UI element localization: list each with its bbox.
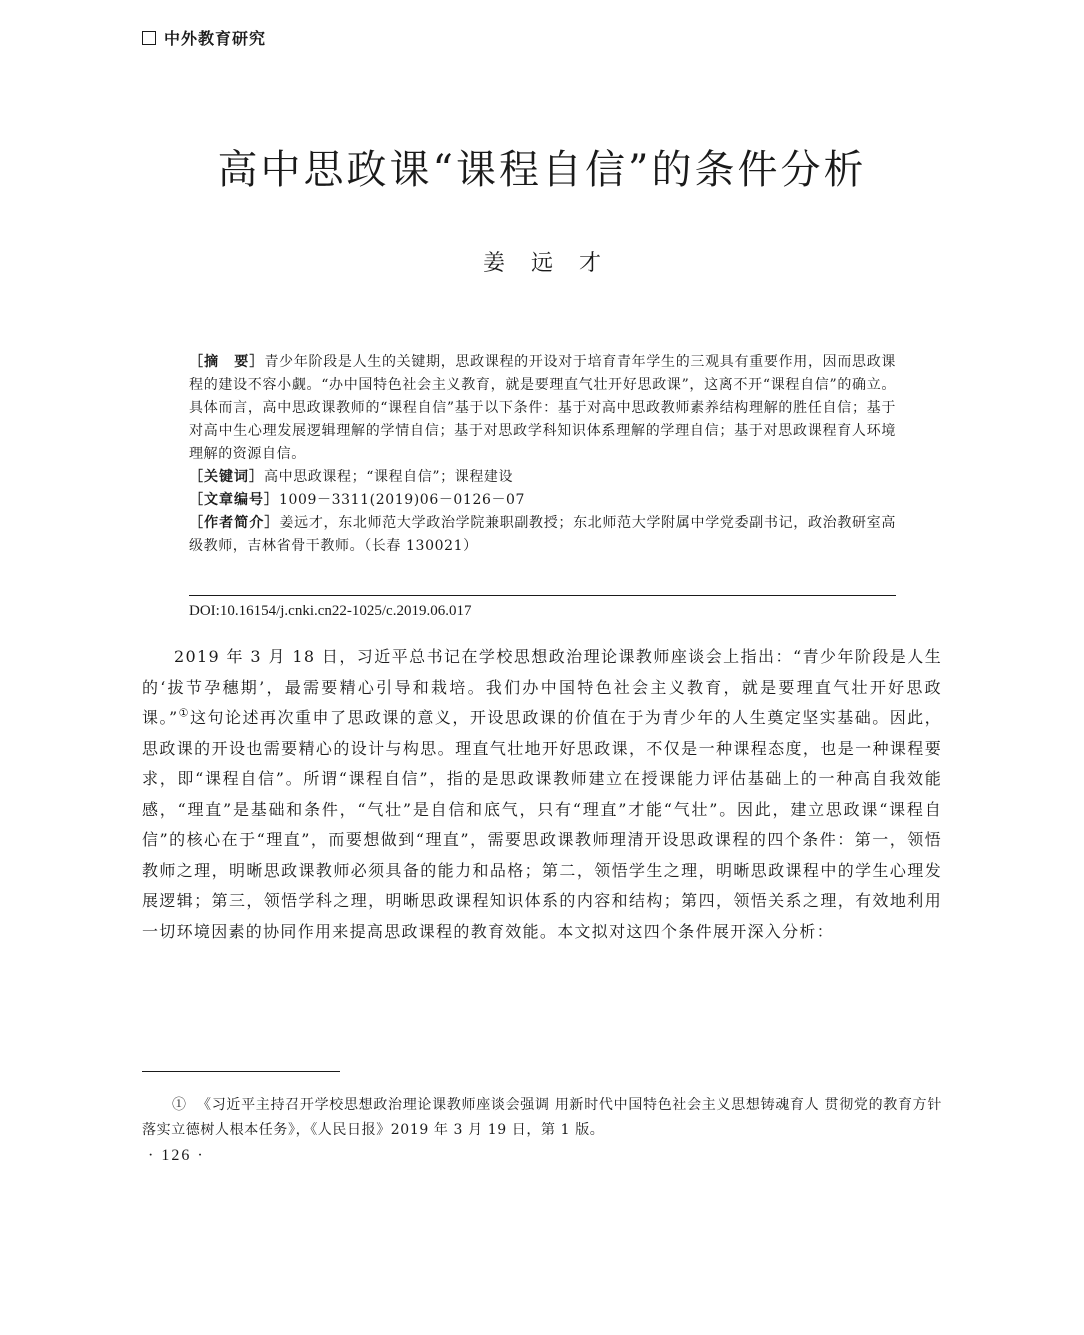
abstract-divider: [189, 595, 896, 596]
doi: DOI:10.16154/j.cnki.cn22-1025/c.2019.06.017: [189, 603, 472, 619]
body-paragraph: [142, 642, 942, 947]
author-bio: [189, 512, 896, 558]
article-number-label: ［文章编号］: [189, 492, 279, 508]
journal-header: [142, 26, 266, 49]
keywords-text: 高中思政课程；“课程自信”；课程建设: [264, 469, 514, 485]
footnote-marker: ①: [172, 1097, 187, 1113]
author-bio-label: ［作者简介］: [189, 515, 280, 531]
abstract-label: ［摘 要］: [189, 354, 265, 370]
abstract: [189, 351, 896, 466]
footnote: [142, 1093, 942, 1143]
page-number: · 126 ·: [148, 1147, 205, 1164]
article-number: [189, 489, 896, 512]
journal-name: 中外教育研究: [164, 29, 267, 48]
keywords-label: ［关键词］: [189, 469, 264, 485]
footnote-reference[interactable]: ①: [178, 706, 191, 720]
article-title: 高中思政课“课程自信”的条件分析: [217, 147, 867, 193]
abstract-text: 青少年阶段是人生的关键期，思政课程的开设对于培育青年学生的三观具有重要作用，因而思政课程的建设不容小觑。“办中国特色社会主义教育，就是要理直气壮开好思政课”，这离不开“课程自信”的确立。具体而言，高中思政课教师的“课程自信”基于以下条件：基于对高中思政教师素养结构理解的胜任自信；基于对高中生心理发展逻辑理解的学情自信；基于对思政学科知识体系理解的学理自信；基于对思政课程育人环境理解的资源自信。: [189, 354, 896, 462]
abstract-block: [189, 351, 896, 558]
author-bio-text: 姜远才，东北师范大学政治学院兼职副教授；东北师范大学附属中学党委副书记，政治教研室高级教师，吉林省骨干教师。（长春 130021）: [189, 515, 896, 554]
footnote-divider: [142, 1071, 340, 1072]
square-icon: [142, 31, 156, 45]
footnote-text: 《习近平主持召开学校思想政治理论课教师座谈会强调 用新时代中国特色社会主义思想铸魂育人 贯彻党的教育方针落实立德树人根本任务》，《人民日报》2019 年 3 月 19 日，第 1 版。: [142, 1097, 942, 1138]
keywords: [189, 466, 896, 489]
body-text-part-2: 这句论述再次重申了思政课的意义，开设思政课的价值在于为青少年的人生奠定坚实基础。因此，思政课的开设也需要精心的设计与构思。理直气壮地开好思政课，不仅是一种课程态度，也是一种课程要求，即“课程自信”。所谓“课程自信”，指的是思政课教师建立在授课能力评估基础上的一种高自我效能感，“理直”是基础和条件，“气壮”是自信和底气，只有“理直”才能“气壮”。因此，建立思政课“课程自信”的核心在于“理直”，而要想做到“理直”，需要思政课教师理清开设思政课程的四个条件：第一，领悟教师之理，明晰思政课教师必须具备的能力和品格；第二，领悟学生之理，明晰思政课程中的学生心理发展逻辑；第三，领悟学科之理，明晰思政课程知识体系的内容和结构；第四，领悟关系之理，有效地利用一切环境因素的协同作用来提高思政课程的教育效能。本文拟对这四个条件展开深入分析：: [142, 708, 942, 941]
article-number-text: 1009－3311(2019)06－0126－07: [279, 492, 526, 508]
article-author: 姜远才: [482, 251, 627, 276]
body-text-part-1: 2019 年 3 月 18 日，习近平总书记在学校思想政治理论课教师座谈会上指出：“青少年阶段是人生的‘拔节孕穗期’，最需要精心引导和栽培。我们办中国特色社会主义教育，就是要理直气壮开好思政课。”: [142, 647, 942, 727]
